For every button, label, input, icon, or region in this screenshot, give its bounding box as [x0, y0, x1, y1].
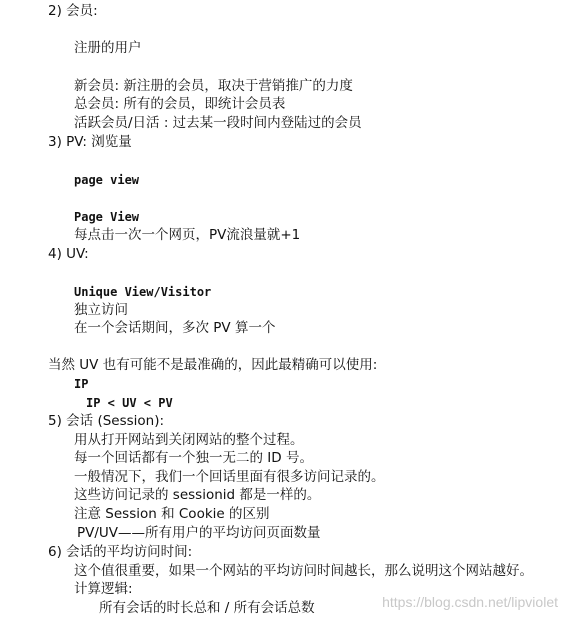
uv-unique-text: 独立访问: [74, 302, 128, 318]
uv-heading: 4) UV:: [48, 246, 89, 262]
session-line-6: PV/UV——所有用户的平均访问页面数量: [77, 525, 321, 541]
member-heading: 2) 会员:: [48, 3, 98, 19]
ip-label: IP: [74, 377, 89, 391]
member-new-text: 新会员: 新注册的会员，取决于营销推广的力度: [74, 78, 353, 94]
pv-lowercase-text: page view: [74, 173, 140, 187]
pv-title-text: Page View: [74, 210, 140, 224]
avg-time-heading: 6) 会话的平均访问时间:: [48, 544, 193, 560]
avg-time-logic: 计算逻辑:: [74, 581, 133, 597]
uv-description: 在一个会话期间，多次 PV 算一个: [74, 320, 276, 336]
ip-relation: IP < UV < PV: [86, 396, 173, 410]
member-registered-text: 注册的用户: [74, 40, 142, 56]
session-line-5: 注意 Session 和 Cookie 的区别: [74, 506, 270, 522]
avg-time-formula: 所有会话的时长总和 / 所有会话总数: [99, 600, 315, 616]
session-line-3: 一般情况下，我们一个回话里面有很多访问记录的。: [74, 469, 385, 485]
accuracy-note: 当然 UV 也有可能不是最准确的，因此最精确可以使用:: [48, 357, 378, 373]
session-line-2: 每一个回话都有一个独一无二的 ID 号。: [74, 450, 313, 466]
session-line-1: 用从打开网站到关闭网站的整个过程。: [74, 432, 304, 448]
blog-watermark: https://blog.csdn.net/lipviolet: [382, 594, 558, 610]
avg-time-line-1: 这个值很重要，如果一个网站的平均访问时间越长，那么说明这个网站越好。: [74, 563, 533, 579]
session-heading: 5) 会话 (Session):: [48, 413, 165, 429]
session-line-4: 这些访问记录的 sessionid 都是一样的。: [74, 487, 321, 503]
pv-heading: 3) PV: 浏览量: [48, 134, 132, 150]
uv-title-text: Unique View/Visitor: [74, 285, 212, 299]
member-active-text: 活跃会员/日活 : 过去某一段时间内登陆过的会员: [74, 115, 362, 131]
member-total-text: 总会员: 所有的会员，即统计会员表: [74, 96, 286, 112]
pv-description: 每点击一次一个网页，PV流浪量就+1: [74, 227, 301, 243]
